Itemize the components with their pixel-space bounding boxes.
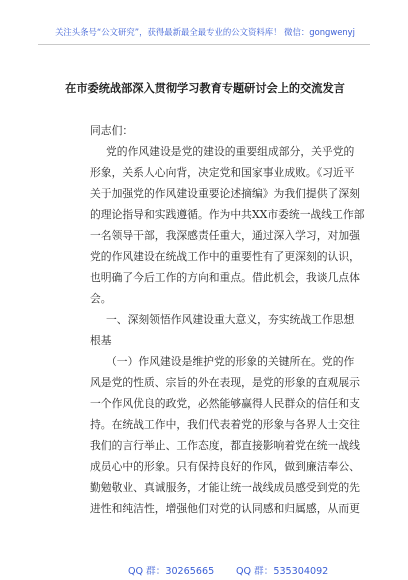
body-line: 一个作风优良的政党，必然能够赢得人民群众的信任和支 <box>90 397 360 410</box>
body-line: 一名领导干部，我深感责任重大，通过深入学习，对加强 <box>90 229 360 242</box>
header-divider <box>38 44 370 45</box>
body-line: 党的作风建设是党的建设的重要组成部分，关乎党的 <box>106 145 355 158</box>
subsection-line: （一）作风建设是维护党的形象的关键所在。党的作 <box>106 355 355 368</box>
body-line: 成员心中的形象。只有保持良好的作风，做到廉洁奉公、 <box>90 460 360 473</box>
body-line: 的理论指导和实践遵循。作为中共XX市委统一战线工作部 <box>90 208 365 221</box>
salutation: 同志们： <box>90 124 134 137</box>
body-line: 持。在统战工作中，我们代表着党的形象与各界人士交往 <box>90 418 360 431</box>
body-line: 勤勉敬业、真诚服务，才能让统一战线成员感受到党的先 <box>90 481 360 494</box>
section-heading-continued: 根基 <box>90 334 112 347</box>
body-line: 党的作风建设在统战工作中的重要性有了更深刻的认识， <box>90 250 360 263</box>
document-title: 在市委统战部深入贯彻学习教育专题研讨会上的交流发言 <box>65 82 345 95</box>
body-line: 也明确了今后工作的方向和重点。借此机会，我谈几点体 <box>90 271 360 284</box>
footer-qq-group-1: QQ 群：30265665 <box>128 566 215 577</box>
body-line: 风是党的性质、宗旨的外在表现，是党的形象的直观展示 <box>90 376 360 389</box>
body-line: 会。 <box>90 292 112 305</box>
body-line: 我们的言行举止、工作态度，都直接影响着党在统一战线 <box>90 439 360 452</box>
header-promo-note: 关注头条号“公文研究”，获得最新最全最专业的公文资料库！ 微信：gongwenyj <box>55 27 355 37</box>
body-line: 形象，关系人心向背，决定党和国家事业成败。《习近平 <box>90 166 355 179</box>
body-line: 进性和纯洁性，增强他们对党的认同感和归属感，从而更 <box>90 502 360 515</box>
footer-qq-group-2: QQ 群：535304092 <box>236 566 329 577</box>
section-heading: 一、深刻领悟作风建设重大意义，夯实统战工作思想 <box>106 313 355 326</box>
body-line: 关于加强党的作风建设重要论述摘编》为我们提供了深刻 <box>90 187 360 200</box>
